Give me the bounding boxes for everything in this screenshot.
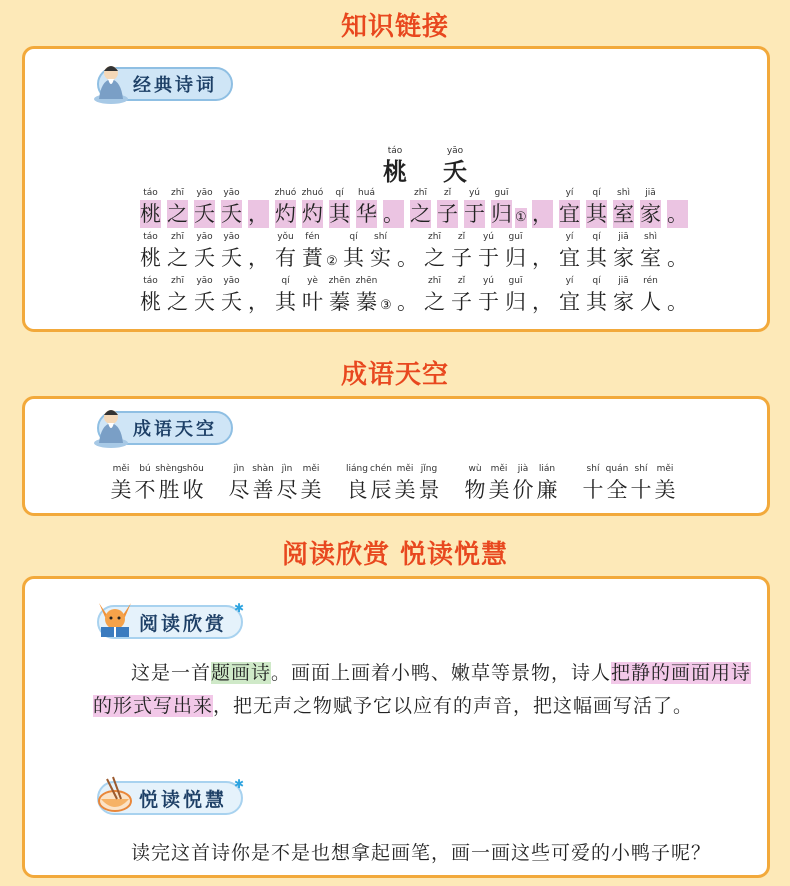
hanzi: 夭 (194, 202, 215, 226)
hanzi: 收 (182, 478, 204, 502)
poem-char (326, 275, 353, 316)
poem-char (394, 275, 421, 316)
pinyin: quán (605, 464, 629, 474)
idiom-char (227, 463, 251, 504)
pinyin: yú (482, 232, 495, 242)
poem-char (583, 275, 610, 316)
hanzi: 其 (275, 290, 296, 314)
poem-char (637, 275, 664, 316)
pinyin: zǐ (457, 232, 466, 242)
section-title-idioms: 成语天空 (340, 360, 449, 390)
reading-panel (22, 576, 770, 878)
poem-char (475, 275, 502, 316)
pinyin: wù (468, 464, 482, 474)
poem-char (137, 231, 164, 272)
poem-char (272, 275, 299, 316)
hanzi: 善 (252, 478, 274, 502)
pinyin: měi (490, 464, 508, 474)
pinyin: rén (643, 276, 658, 286)
hanzi: ， (248, 202, 269, 226)
poem-title (365, 145, 485, 186)
idiom-char (511, 463, 535, 504)
hanzi: 归 (491, 202, 512, 226)
poem-char (137, 275, 164, 316)
poem-char (191, 231, 218, 272)
pinyin: zhī (171, 276, 184, 286)
hanzi: 桃 (140, 290, 161, 314)
hanzi: 其 (586, 246, 607, 270)
poem-char (367, 231, 394, 272)
hanzi: 子 (437, 202, 458, 226)
pinyin: zhī (428, 276, 441, 286)
pinyin: shì (644, 232, 657, 242)
hanzi: ， (532, 202, 553, 226)
idiom-char (109, 463, 133, 504)
pinyin: liáng (346, 464, 368, 474)
idiom-char (417, 463, 441, 504)
poem-char (637, 187, 664, 228)
pinyin: qí (592, 276, 601, 286)
hanzi: 廉 (536, 478, 558, 502)
hanzi: ① (515, 208, 527, 228)
pinyin: táo (143, 232, 158, 242)
pinyin: jiā (645, 188, 656, 198)
pinyin: chén (370, 464, 392, 474)
pinyin: yāo (196, 188, 213, 198)
pinyin: huá (358, 188, 375, 198)
hanzi: 良 (346, 478, 368, 502)
idiom-item (463, 463, 559, 504)
poem-char (245, 275, 272, 316)
poem-line-3 (137, 275, 691, 316)
pinyin: yè (307, 276, 318, 286)
classic-poem-tab (97, 67, 233, 101)
highlight-poem-type: 题画诗 (211, 662, 272, 684)
poem-char (421, 275, 448, 316)
pinyin: yāo (446, 146, 464, 156)
idiom-char (181, 463, 205, 504)
poem-char (421, 231, 448, 272)
pinyin: zhī (414, 188, 427, 198)
pinyin: shì (617, 188, 630, 198)
poem-char (191, 187, 218, 228)
reading-wisdom-tab-label: 悦读悦慧 (139, 788, 228, 811)
pinyin: guī (508, 276, 523, 286)
pinyin: yǒu (277, 232, 294, 242)
hanzi: 其 (343, 246, 364, 270)
hanzi: 于 (478, 290, 499, 314)
poem-char (218, 187, 245, 228)
pinyin: yāo (196, 276, 213, 286)
idiom-char (581, 463, 605, 504)
idiom-char (133, 463, 157, 504)
pinyin: qí (592, 232, 601, 242)
hanzi: 尽 (276, 478, 298, 502)
hanzi: 之 (167, 202, 188, 226)
section-title-knowledge: 知识链接 (340, 12, 449, 42)
poem-char (299, 187, 326, 228)
hanzi: ， (532, 246, 553, 270)
poem-char (488, 187, 515, 228)
poem-char (272, 187, 299, 228)
poem-char (583, 187, 610, 228)
hanzi: 于 (464, 202, 485, 226)
hanzi: 家 (613, 290, 634, 314)
pinyin: zhēn (355, 276, 378, 286)
hanzi: 桃 (140, 246, 161, 270)
hanzi: 宜 (559, 290, 580, 314)
pinyin: qí (349, 232, 358, 242)
hanzi: 之 (424, 246, 445, 270)
poem-char (556, 187, 583, 228)
hanzi: 人 (640, 290, 661, 314)
hanzi: 。 (667, 246, 688, 270)
hanzi: 夭 (194, 290, 215, 314)
pinyin: táo (143, 276, 158, 286)
star-icon: ✱ (233, 601, 248, 615)
section-title-reading: 阅读欣赏 悦读悦慧 (281, 540, 509, 570)
pinyin: zhuó (301, 188, 324, 198)
pinyin: shōu (182, 464, 204, 474)
hanzi: 美 (300, 478, 322, 502)
poem-char (272, 231, 299, 272)
hanzi: 之 (410, 202, 431, 226)
poem-char (191, 275, 218, 316)
hanzi: 美 (654, 478, 676, 502)
pinyin: zǐ (443, 188, 452, 198)
pinyin: jiā (618, 276, 629, 286)
wisdom-paragraph: 读完这首诗你是不是也想拿起画笔，画一画这些可爱的小鸭子呢？ (131, 842, 712, 864)
pinyin: shí (586, 464, 600, 474)
hanzi: 于 (478, 246, 499, 270)
poem-char (637, 231, 664, 272)
pinyin: zhuó (274, 188, 297, 198)
pinyin: zǐ (457, 276, 466, 286)
poem-char (326, 187, 353, 228)
hanzi: 。 (667, 290, 688, 314)
poem-char (218, 231, 245, 272)
hanzi: 。 (667, 202, 688, 226)
hanzi: 其 (329, 202, 350, 226)
hanzi: 。 (383, 202, 404, 226)
poem-char (664, 275, 691, 316)
pinyin: yí (565, 188, 574, 198)
poem-char (664, 187, 691, 228)
poem-char (664, 231, 691, 272)
poem-char (556, 231, 583, 272)
pinyin: yí (565, 232, 574, 242)
hanzi: 蓁 (329, 290, 350, 314)
poem-char (610, 231, 637, 272)
poem-char (448, 275, 475, 316)
pinyin: yāo (196, 232, 213, 242)
idiom-char (463, 463, 487, 504)
hanzi: 全 (606, 478, 628, 502)
hanzi: 子 (451, 290, 472, 314)
hanzi: 宜 (559, 202, 580, 226)
hanzi: 有 (275, 246, 296, 270)
hanzi: 不 (134, 478, 156, 502)
pinyin: yú (482, 276, 495, 286)
hanzi: 实 (370, 246, 391, 270)
idiom-char (157, 463, 181, 504)
idiom-char (629, 463, 653, 504)
pinyin: yāo (223, 188, 240, 198)
pinyin: shèng (155, 464, 183, 474)
pinyin: qí (335, 188, 344, 198)
pinyin: qí (281, 276, 290, 286)
hanzi: 其 (586, 290, 607, 314)
classic-poem-panel (22, 46, 770, 332)
poem-char (502, 275, 529, 316)
hanzi: 家 (613, 246, 634, 270)
hanzi: 夭 (221, 202, 242, 226)
poem-char (353, 187, 380, 228)
poem-char (245, 231, 272, 272)
poem-char (299, 275, 326, 316)
pinyin: táo (143, 188, 158, 198)
hanzi: ， (248, 290, 269, 314)
hanzi: 蕡 (302, 246, 323, 270)
poem-char (245, 187, 272, 228)
paragraph-text: 。画面上画着小鸭、嫩草等景物，诗人 (271, 662, 612, 684)
poem-char (299, 231, 326, 272)
pinyin: bú (139, 464, 151, 474)
hanzi: 桃 (140, 202, 161, 226)
pinyin: jìn (233, 464, 245, 474)
hanzi: 尽 (228, 478, 250, 502)
poem-line-1 (137, 187, 691, 228)
poem-char (448, 231, 475, 272)
hanzi: 价 (512, 478, 534, 502)
poem-char (610, 275, 637, 316)
poem-char (529, 231, 556, 272)
poem-char (556, 275, 583, 316)
poem-char (164, 275, 191, 316)
hanzi: 十 (582, 478, 604, 502)
pinyin: měi (656, 464, 674, 474)
hanzi: ③ (380, 298, 392, 313)
pinyin: fén (305, 232, 320, 242)
idiom-list (109, 463, 677, 504)
idiom-char (275, 463, 299, 504)
hanzi: 之 (167, 246, 188, 270)
idiom-char (393, 463, 417, 504)
poem-char (583, 231, 610, 272)
poem-char (340, 231, 367, 272)
pinyin: zhī (171, 232, 184, 242)
pinyin: yāo (223, 232, 240, 242)
appreciation-paragraph (93, 657, 753, 723)
poem-char (434, 187, 461, 228)
poem-char (394, 231, 421, 272)
pinyin: jìn (281, 464, 293, 474)
paragraph-text: ，把无声之物赋予它以应有的声音，把这幅画写活了。 (213, 695, 694, 717)
idiom-char (345, 463, 369, 504)
idiom-char (605, 463, 629, 504)
hanzi: 之 (167, 290, 188, 314)
idiom-panel (22, 396, 770, 516)
paragraph-text: 这是一首 (131, 662, 212, 684)
hanzi: 物 (464, 478, 486, 502)
idiom-char (535, 463, 559, 504)
hanzi: 夭 (194, 246, 215, 270)
poem-char (610, 187, 637, 228)
poem-line-2 (137, 231, 691, 272)
hanzi: 子 (451, 246, 472, 270)
hanzi: 辰 (370, 478, 392, 502)
pinyin: qí (592, 188, 601, 198)
hanzi: 美 (488, 478, 510, 502)
poem-char (380, 187, 407, 228)
star-icon: ✱ (233, 777, 248, 791)
poem-char (326, 239, 340, 272)
poem-title-char (365, 145, 425, 186)
idiom-char (299, 463, 323, 504)
pinyin: měi (112, 464, 130, 474)
hanzi: 华 (356, 202, 377, 226)
poem-char (461, 187, 488, 228)
reading-wisdom-tab (97, 777, 248, 815)
poem-char (218, 275, 245, 316)
poem-char (515, 195, 529, 228)
pinyin: guī (494, 188, 509, 198)
hanzi: ， (532, 290, 553, 314)
idiom-item (345, 463, 441, 504)
pinyin: jiā (618, 232, 629, 242)
pinyin: guī (508, 232, 523, 242)
pinyin: lián (538, 464, 556, 474)
hanzi: 之 (424, 290, 445, 314)
hanzi: 夭 (221, 290, 242, 314)
hanzi: 胜 (158, 478, 180, 502)
idiom-char (251, 463, 275, 504)
hanzi: 夭 (221, 246, 242, 270)
poem-char (529, 187, 556, 228)
poem-char (164, 187, 191, 228)
pinyin: yí (565, 276, 574, 286)
hanzi: 桃 (383, 157, 407, 186)
pinyin: yú (468, 188, 481, 198)
idiom-char (653, 463, 677, 504)
hanzi: 归 (505, 290, 526, 314)
poem-char (475, 231, 502, 272)
hanzi: 叶 (302, 290, 323, 314)
hanzi: ② (326, 254, 338, 269)
hanzi: 蓁 (356, 290, 377, 314)
scholar-mascot-icon (91, 59, 131, 105)
hanzi: 美 (110, 478, 132, 502)
hanzi: 灼 (302, 202, 323, 226)
classic-poem-tab-label: 经典诗词 (133, 75, 217, 96)
pinyin: jià (517, 464, 529, 474)
hanzi: 十 (630, 478, 652, 502)
hanzi: 家 (640, 202, 661, 226)
idiom-char (369, 463, 393, 504)
pinyin: zhī (428, 232, 441, 242)
hanzi: 景 (418, 478, 440, 502)
poem-char (407, 187, 434, 228)
reading-appreciation-tab-label: 阅读欣赏 (139, 612, 228, 635)
pinyin: měi (396, 464, 414, 474)
idiom-item (109, 463, 205, 504)
poem-title-char (425, 145, 485, 186)
idiom-char (487, 463, 511, 504)
idiom-tab (97, 411, 233, 445)
pinyin: shí (374, 232, 387, 242)
hanzi: 。 (397, 246, 418, 270)
hanzi: 。 (397, 290, 418, 314)
hanzi: 室 (613, 202, 634, 226)
scholar-mascot-icon (91, 403, 131, 449)
highlight-key-phrase: 把静的画面用诗的形式写出来 (93, 662, 752, 717)
reading-appreciation-tab (97, 601, 248, 639)
poem-char (380, 283, 394, 316)
pinyin: shí (634, 464, 648, 474)
pinyin: zhī (171, 188, 184, 198)
hanzi: 灼 (275, 202, 296, 226)
idiom-item (581, 463, 677, 504)
hanzi: 归 (505, 246, 526, 270)
idiom-item (227, 463, 323, 504)
poem-char (502, 231, 529, 272)
hanzi: ， (248, 246, 269, 270)
hanzi: 其 (586, 202, 607, 226)
pinyin: zhēn (328, 276, 351, 286)
poem-char (164, 231, 191, 272)
pinyin: yāo (223, 276, 240, 286)
hanzi: 美 (394, 478, 416, 502)
poem-char (529, 275, 556, 316)
poem-char (137, 187, 164, 228)
noodle-bowl-mascot-icon (93, 771, 137, 817)
fox-reading-mascot-icon (93, 595, 137, 641)
hanzi: 宜 (559, 246, 580, 270)
pinyin: táo (387, 146, 403, 156)
pinyin: shàn (252, 464, 274, 474)
pinyin: měi (302, 464, 320, 474)
hanzi: 室 (640, 246, 661, 270)
pinyin: jǐng (420, 464, 438, 474)
hanzi: 夭 (443, 157, 467, 186)
poem-char (353, 275, 380, 316)
idiom-tab-label: 成语天空 (133, 419, 217, 440)
